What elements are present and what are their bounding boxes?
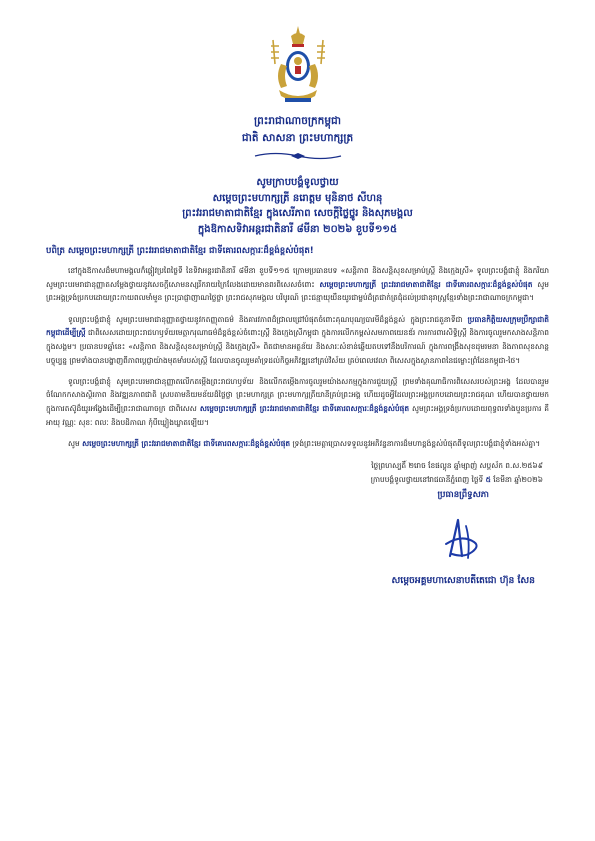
title-line-1: សូមក្រាបបង្គំទូលថ្វាយ [256,177,339,188]
letterhead [46,114,549,161]
handwritten-signature [428,516,492,562]
kingdom-name: ព្រះរាជាណាចក្រកម្ពុជា [253,115,341,127]
paragraph-3-highlight: សម្តេចព្រះមហាក្សត្រី ព្រះវររាជមាតាជាតិខ្មែរ ជាទីគោរពសក្ការៈដ៏ខ្ពង់ខ្ពស់បំផុត [199,404,410,414]
paragraph-2 [46,313,549,368]
ornament-divider [253,151,343,161]
salutation: បពិត្រ សម្តេចព្រះមហាក្សត្រី ព្រះវររាជមាតាជាតិខ្មែរ ជាទីគោរពសក្ការៈដ៏ខ្ពង់ខ្ពស់បំផុត! [46,246,314,256]
address-title [46,175,549,237]
paragraph-4 [46,437,549,451]
signer-name: សម្តេចអគ្គមហាសេនាបតីតេជោ ហ៊ុន សែន [391,574,535,586]
paragraph-1 [46,264,549,305]
solar-date [46,473,543,487]
paragraph-1-highlight: សម្តេចព្រះមហាក្សត្រី ព្រះវររាជមាតាជាតិខ្មែរ ជាទីគោរពសក្ការៈដ៏ខ្ពង់ខ្ពស់បំផុត [319,279,533,289]
royal-arms-emblem [261,24,335,110]
paragraph-3-text-a: ទូលព្រះបង្គំជាខ្ញុំ សូមព្រះបរមរាជានុញ្ញាតលើកតម្កើងព្រះរាជហឫទ័យ និងលើកតម្កើងការចូលរួមយ៉ាងសកម្មក្នុងការជួយស្ត្រី ព្រមទាំងគុណាធិការពិសេសរបស់ព្រះអង្គ ដែលបានរួមចំណែកកសាងស្ថិរភាព និងវឌ្ឍនភាពជាតិ ស្របតាមនិយមន័យដ៏ថ្លៃថ្លា ព្រះមហាក្សត្រ ព្រះមហាក្សត្រីយានីគ្រប់ព្រះអង្គ ហើយដូចអ្វីដែលព្រះអង្គប្រកបដោយព្រះរាជគុណ ហើយបានថ្វាយមកក្នុងការតស៊ូដ៏យូរអង្វែងដើម្បីព្រះរាជាណាចក្រ ជាពិសេស [46,376,549,414]
paragraph-3-text-b: សូមព្រះអង្គទ្រង់ប្រកបដោយពុទ្ធពរទាំងបួនប្រការ គឺ អាយុ វណ្ណៈ សុខៈ ពលៈ និងបដិភាណ កុំបីឃ្លៀងឃ្លាតឡើយ។ [46,404,549,427]
paragraph-4-highlight: សម្តេចព្រះមហាក្សត្រី ព្រះវររាជមាតាជាតិខ្មែរ ជាទីគោរពសក្ការៈដ៏ខ្ពង់ខ្ពស់បំផុត [82,438,291,448]
paragraph-2-text-a: ទូលព្រះបង្គំជាខ្ញុំ សូមព្រះបរមរាជានុញ្ញាតថ្វាយនូវកតញ្ញុតាធម៌ និងគារវភាពដ៏ជ្រាលជ្រៅបំផុតចំពោះគុណបុណ្យបារមីដ៏ខ្ពង់ខ្ពស់ ក្នុងព្រះរាជតួនាទីជា [68,314,463,324]
signer-role: ប្រធានព្រឹទ្ធសភា [437,489,489,500]
national-motto: ជាតិ សាសនា ព្រះមហាក្សត្រ [241,132,354,144]
solar-date-prefix: ក្រាបបង្គំទូលថ្វាយនៅរាជធានីភ្នំពេញ ថ្ងៃទី [370,474,484,484]
paragraph-4-text-b: ទ្រង់ព្រះមេត្តាប្រោសទទួលនូវអភិវន្ទនាការដ៏មហាខ្ពង់ខ្ពស់បំផុតពីទូលព្រះបង្គំជាខ្ញុំទាំងអស់គ្នា។ [292,438,541,448]
paragraph-4-text-a: សូម [68,438,80,448]
title-line-3: ព្រះវររាជមាតាជាតិខ្មែរ ក្នុងសេរីភាព សេចក្តីថ្លៃថ្នូរ និងសុភមង្គល [182,208,413,219]
title-line-2: សម្តេចព្រះមហាក្សត្រី នរោត្តម មុនិនាថ សីហនុ [212,192,383,204]
paragraph-2-highlight: ប្រធានកិត្តិយសក្រុមប្រឹក្សាជាតិកម្ពុជាដើម្បីស្ត្រី [46,314,549,338]
title-line-4: ក្នុងឱកាសទិវាអន្តរជាតិនារី ៨មីនា ២០២៦ ខួបទី១១៥ [197,223,398,235]
date-block [46,459,549,487]
paragraph-1-text-b: សូមព្រះអង្គទ្រង់ប្រកបដោយព្រះកាយពលមាំមួន ព្រះប្រាជ្ញាញាណថ្លៃថ្លា ព្រះរាជសុភមង្គល បរិបូរណ៍ ព្រះជន្មាយុយឺនយូរជាម្លប់ដ៏ត្រជាក់ត្រជុំដល់ប្រជានុរាស្ត្រខ្មែរទាំងព្រះរាជាណាចក្រកម្ពុជា។ [46,279,549,303]
lunar-date: ថ្ងៃព្រហស្បតិ៍ ២រោច ខែផល្គុន ឆ្នាំម្សាញ់ សប្តស័ក ព.ស.២៥៦៩ [371,460,543,470]
paragraph-2-text-b: ជាពិសេសដោយព្រះរាជហឫទ័យមេត្តាករុណាធម៌ដ៏ខ្ពង់ខ្ពស់ចំពោះស្ត្រី និងក្មេងស្រីកម្ពុជា ក្នុងការលើកកម្ពស់សមភាពយេនឌ័រ ការការពារសិទ្ធិស្ត្រី និងការចូលរួមកសាងសន្តិភាពក្នុងសង្គម។ ប្រធានបទឆ្នាំនេះ «សន្តិភាព និងសន្តិសុខសម្រាប់ស្ត្រី និងក្មេងស្រី» ពិតជាមានអត្ថន័យ និងសារៈសំខាន់ឆ្លើយតបទៅនឹងបរិការណ៍ ក្នុងការពង្រឹងសុខដុមរមនា និងភាពសុខសាន្តបច្ចុប្បន្ន ព្រមទាំងបានបង្ហាញពីភាពប្តេជ្ញាយ៉ាងមុតមាំរបស់ស្ត្រី ដែលបានចូលរួមគាំទ្រដល់កិច្ចអភិវឌ្ឍនៅគ្រប់វិស័យ គ្រប់ពេលវេលា ពិសេសក្នុងស្ថានភាពនៃជម្លោះព្រំដែនកម្ពុជា-ថៃ។ [46,328,549,365]
paragraph-3 [46,375,549,430]
solar-date-day: ៥ [485,474,491,484]
paragraph-1-text-a: នៅក្នុងឱកាសដ៏មហាមង្គលក៏ផ្ដៀវប្រពៃថ្ងៃទី នៃទិវាអន្តរជាតិនារី ៨មីនា ខួបទី១១៥ ក្រោមប្រធានបទ «សន្តិភាព និងសន្តិសុខសម្រាប់ស្ត្រី និងក្មេងស្រី» ទូលព្រះបង្គំជាខ្ញុំ និងភរិយា សូមព្រះបរមរាជានុញ្ញាតសម្ដែងថ្វាយនូវសេចក្តីសោមនស្សរីករាយក្រៃលែងដោយមានពរពិសេសចំពោះ [46,266,549,289]
solar-date-suffix: ខែមីនា ឆ្នាំ២០២៦ [493,474,543,484]
